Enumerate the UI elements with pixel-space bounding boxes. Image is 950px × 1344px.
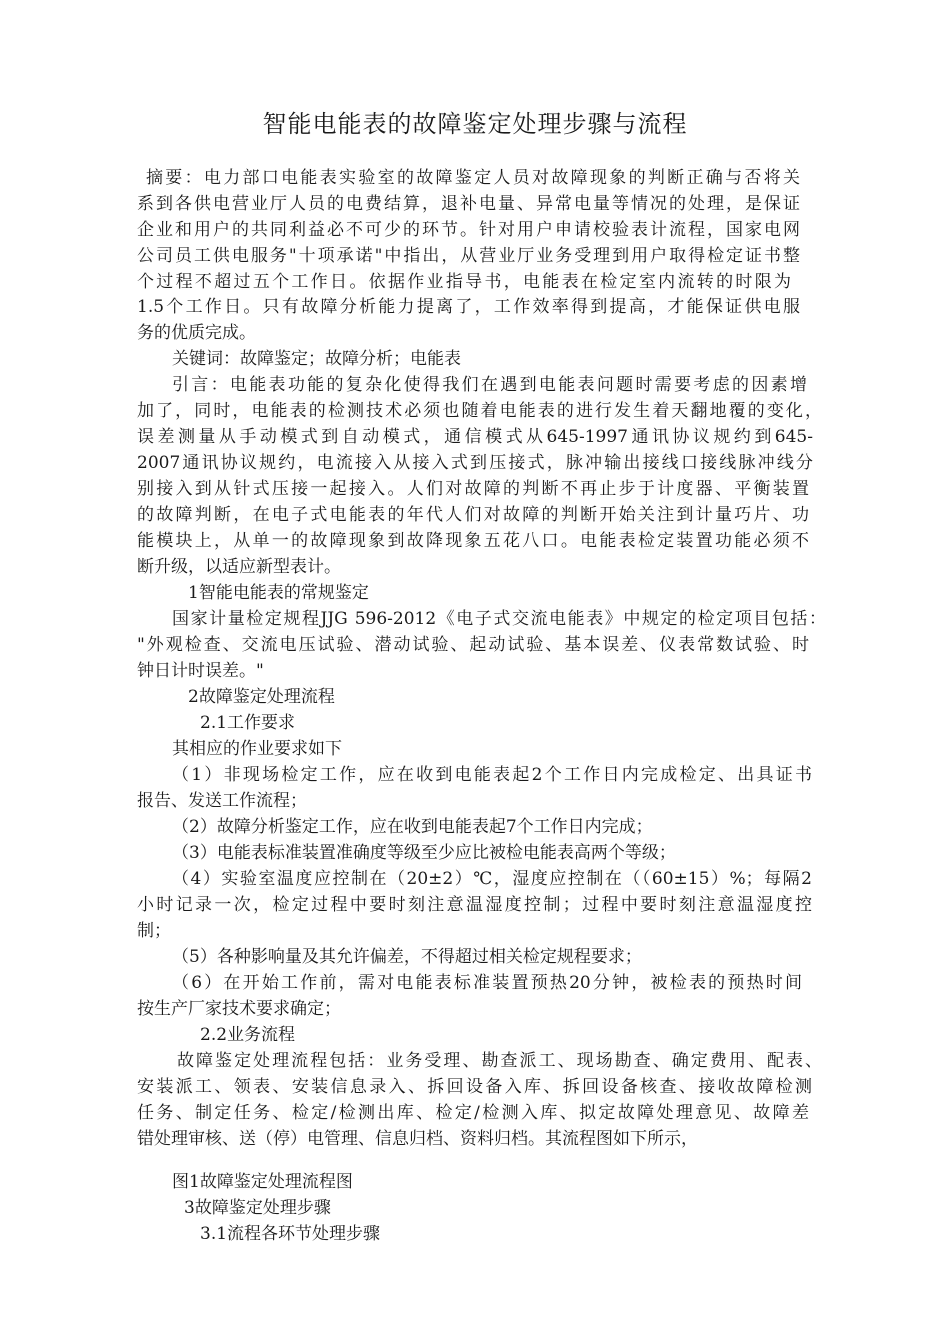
abstract-line: 企业和用户的共同利益必不可少的环节。针对用户申请校验表计流程，国家电网: [137, 220, 800, 240]
intro-line: 断升级，以适应新型表计。: [137, 557, 341, 577]
intro-line: 能模块上，从单一的故障现象到故降现象五花八口。电能表检定装置功能必须不: [137, 531, 809, 551]
section-line: "外观检查、交流电压试验、潜动试验、起动试验、基本误差、仪表常数试验、时: [137, 635, 809, 655]
abstract-line: 系到各供电营业厅人员的电费结算，退补电量、异常电量等情况的处理，是保证: [137, 194, 800, 214]
subsection-heading: [200, 711, 295, 735]
requirement-item: （6）在开始工作前，需对电能表标准装置预热20分钟，被检表的预热时间: [172, 973, 802, 993]
heading-text: 故障鉴定处理流程: [198, 687, 335, 707]
requirement-item: （4）实验室温度应控制在（20±2）℃，湿度应控制在（（60±15）%；每隔2: [172, 869, 812, 889]
heading-number: 2.1: [200, 713, 228, 733]
heading-number: 2.2: [200, 1025, 228, 1045]
intro-line: 引言：电能表功能的复杂化使得我们在遇到电能表问题时需要考虑的因素增: [172, 375, 807, 395]
abstract-line: 个过程不超过五个工作日。依据作业指导书，电能表在检定室内流转的时限为: [137, 272, 791, 292]
heading-text: 流程各环节处理步骤: [227, 1224, 381, 1244]
section-line: 国家计量检定规程JJG 596-2012《电子式交流电能表》中规定的检定项目包括：: [172, 609, 826, 629]
requirement-item: 制；: [137, 921, 171, 941]
requirement-item: （5）各种影响量及其允许偏差，不得超过相关检定规程要求；: [172, 947, 642, 967]
intro-line: 别接入到从针式压接一起接入。人们对故障的判断不再止步于计度器、平衡装置: [137, 479, 809, 499]
flow-line: 安装派工、领表、安装信息录入、拆回设备入库、拆回设备核查、接收故障检测: [137, 1077, 812, 1097]
heading-text: 智能电能表的常规鉴定: [198, 583, 369, 603]
requirement-item: （2）故障分析鉴定工作，应在收到电能表起7个工作日内完成；: [172, 817, 653, 837]
abstract-line: 摘要：电力部口电能表实验室的故障鉴定人员对故障现象的判断正确与否将关: [146, 168, 800, 188]
intro-line: 2007通讯协议规约，电流接入从接入式到压接式，脉冲输出接线口接线脉冲线分: [137, 453, 813, 473]
document-title: 智能电能表的故障鉴定处理步骤与流程: [262, 110, 688, 138]
keywords: 关键词：故障鉴定；故障分析；电能表: [172, 349, 461, 369]
abstract-line: 公司员工供电服务"十项承诺"中指出，从营业厅业务受理到用户取得检定证书整: [137, 246, 800, 266]
intro-line: 误差测量从手动模式到自动模式，通信模式从645-1997通讯协议规约到645-: [137, 427, 813, 447]
requirement-item: 小时记录一次，检定过程中要时刻注意温湿度控制；过程中要时刻注意温湿度控: [137, 895, 812, 915]
requirement-item: （1）非现场检定工作，应在收到电能表起2个工作日内完成检定、出具证书: [172, 765, 812, 785]
flow-line: 任务、制定任务、检定/检测出库、检定/检测入库、拟定故障处理意见、故障差: [137, 1103, 809, 1123]
requirement-item: 按生产厂家技术要求确定；: [137, 999, 341, 1019]
heading-text: 业务流程: [227, 1025, 296, 1045]
heading-text: 故障鉴定处理步骤: [194, 1198, 331, 1218]
intro-line: 加了，同时，电能表的检测技术必须也随着电能表的进行发生着天翻地覆的变化，: [137, 401, 822, 421]
heading-text: 工作要求: [227, 713, 296, 733]
heading-number: 3: [184, 1198, 195, 1218]
section-line: 钟日计时误差。": [137, 661, 264, 681]
requirement-item: 报告、发送工作流程；: [137, 791, 307, 811]
subsection-heading: [200, 1023, 295, 1047]
heading-number: 2: [188, 687, 199, 707]
abstract-line: 1.5个工作日。只有故障分析能力提离了，工作效率得到提高，才能保证供电服: [137, 297, 800, 317]
flow-line: 故障鉴定处理流程包括：业务受理、勘查派工、现场勘查、确定费用、配表、: [177, 1051, 822, 1071]
section-heading: [188, 685, 335, 709]
subsection-heading: [200, 1222, 380, 1246]
figure-caption: 图1故障鉴定处理流程图: [172, 1172, 353, 1192]
section-heading: [184, 1196, 331, 1220]
abstract-line: 务的优质完成。: [137, 323, 256, 343]
section-line: 其相应的作业要求如下: [172, 739, 342, 759]
heading-number: 3.1: [200, 1224, 228, 1244]
section-heading: [188, 581, 369, 605]
flow-line: 错处理审核、送（停）电管理、信息归档、资料归档。其流程图如下所示，: [137, 1129, 698, 1149]
intro-line: 的故障判断，在电子式电能表的年代人们对故障的判断开始关注到计量巧片、功: [137, 505, 809, 525]
requirement-item: （3）电能表标准装置准确度等级至少应比被检电能表高两个等级；: [172, 843, 676, 863]
heading-number: 1: [188, 583, 199, 603]
